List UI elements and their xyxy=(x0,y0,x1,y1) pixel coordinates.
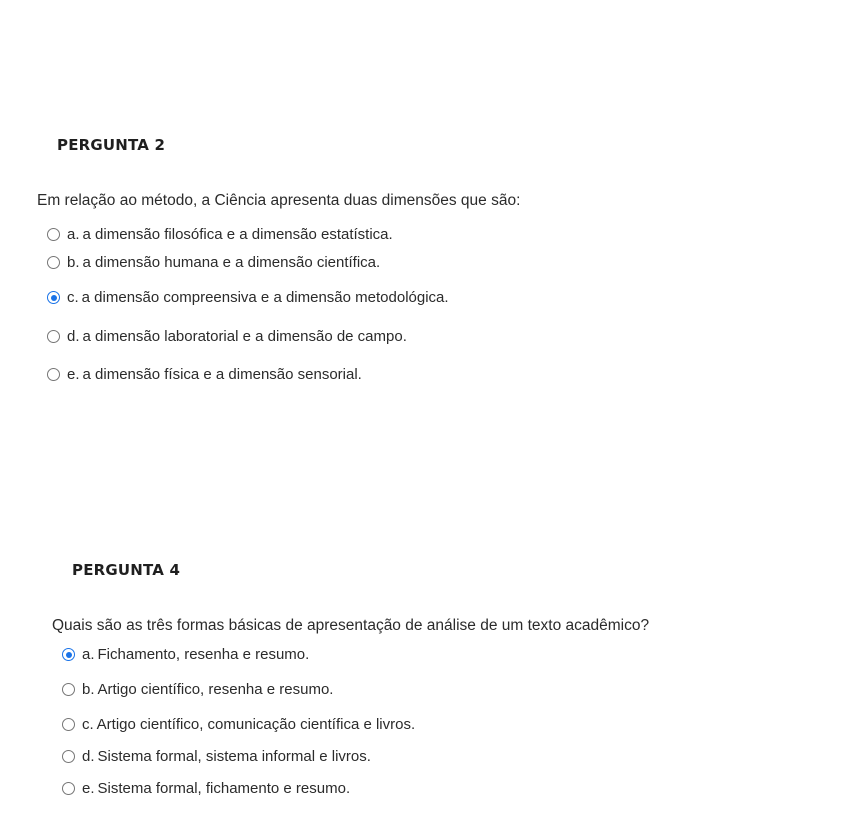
option-letter: b. xyxy=(67,254,80,271)
radio-button-e[interactable] xyxy=(62,782,75,795)
option-letter: b. xyxy=(82,681,95,698)
question-title: PERGUNTA 4 xyxy=(72,561,181,579)
radio-button-c[interactable] xyxy=(47,291,60,304)
option-label: Sistema formal, sistema informal e livros. xyxy=(97,748,371,765)
option-letter: c. xyxy=(82,716,94,733)
option-e[interactable] xyxy=(47,366,362,383)
option-letter: c. xyxy=(67,289,79,306)
radio-button-e[interactable] xyxy=(47,368,60,381)
radio-button-d[interactable] xyxy=(62,750,75,763)
option-letter: a. xyxy=(67,226,80,243)
option-label: Sistema formal, fichamento e resumo. xyxy=(97,780,351,797)
option-c[interactable] xyxy=(62,716,415,733)
option-d[interactable] xyxy=(62,748,371,765)
radio-button-a[interactable] xyxy=(62,648,75,661)
option-label: a dimensão física e a dimensão sensorial. xyxy=(82,366,362,383)
option-e[interactable] xyxy=(62,780,350,797)
option-a[interactable] xyxy=(62,646,309,663)
option-label: Artigo científico, resenha e resumo. xyxy=(97,681,334,698)
option-label: a dimensão laboratorial e a dimensão de campo. xyxy=(82,328,407,345)
radio-button-a[interactable] xyxy=(47,228,60,241)
option-label: Fichamento, resenha e resumo. xyxy=(97,646,310,663)
option-d[interactable] xyxy=(47,328,407,345)
option-label: a dimensão filosófica e a dimensão estatística. xyxy=(82,226,393,243)
option-letter: e. xyxy=(67,366,80,383)
option-letter: e. xyxy=(82,780,95,797)
radio-button-d[interactable] xyxy=(47,330,60,343)
radio-button-c[interactable] xyxy=(62,718,75,731)
radio-button-b[interactable] xyxy=(62,683,75,696)
radio-button-b[interactable] xyxy=(47,256,60,269)
option-b[interactable] xyxy=(47,254,380,271)
option-label: a dimensão compreensiva e a dimensão metodológica. xyxy=(81,289,449,306)
question-text: Em relação ao método, a Ciência apresenta duas dimensões que são: xyxy=(37,192,521,209)
option-letter: d. xyxy=(82,748,95,765)
option-label: Artigo científico, comunicação científica e livros. xyxy=(96,716,416,733)
question-text: Quais são as três formas básicas de apresentação de análise de um texto acadêmico? xyxy=(52,617,650,634)
option-a[interactable] xyxy=(47,226,393,243)
question-title: PERGUNTA 2 xyxy=(57,136,166,154)
option-b[interactable] xyxy=(62,681,333,698)
option-letter: a. xyxy=(82,646,95,663)
option-letter: d. xyxy=(67,328,80,345)
option-label: a dimensão humana e a dimensão científica. xyxy=(82,254,381,271)
option-c[interactable] xyxy=(47,289,449,306)
